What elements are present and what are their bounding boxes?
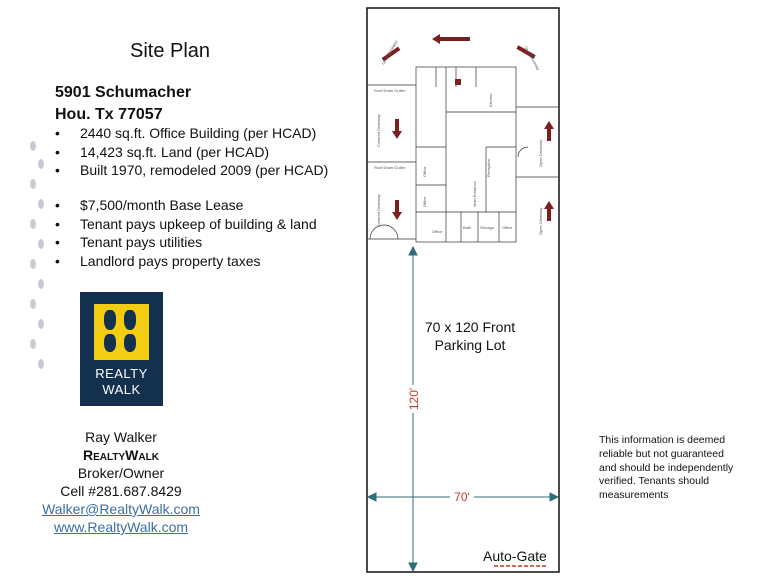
driveway-label-nw: Open Driveway <box>380 39 399 66</box>
contact-brand: RealtyWalk <box>83 447 159 463</box>
contact-block <box>30 428 212 536</box>
room-kitchen: Kitchen <box>488 93 493 107</box>
height-dimension: 120' <box>407 387 421 411</box>
lease-term: • Landlord pays property taxes <box>55 252 317 271</box>
lease-term: • Tenant pays utilities <box>55 233 317 252</box>
address-line-1: 5901 Schumacher <box>55 84 192 101</box>
room-office-2: Office <box>422 196 427 207</box>
roof-drain-label-2: Roof Drain Gutter <box>374 165 406 170</box>
address-line-2: Hou. Tx 77057 <box>55 106 163 123</box>
room-reception: Reception <box>486 158 491 177</box>
room-office-3: Office <box>432 229 443 234</box>
contact-role: Broker/Owner <box>77 465 165 481</box>
logo-text-walk: WALK <box>102 382 141 397</box>
auto-gate-label: Auto-Gate <box>483 548 547 564</box>
room-main-entrance: Main Entrance <box>472 181 477 207</box>
property-fact: • Built 1970, remodeled 2009 (per HCAD) <box>55 161 328 180</box>
room-storage: Storage <box>480 225 495 230</box>
room-office-4: Office <box>502 225 513 230</box>
footprints-icon <box>26 140 48 380</box>
disclaimer-text: This information is deemed reliable but not guaranteed and should be independently verified. Tenants should measurements <box>599 434 734 502</box>
contact-name: Ray Walker <box>85 429 157 445</box>
covered-driveway-label-2: Covered Driveway <box>376 194 381 227</box>
realtywalk-logo <box>80 292 163 406</box>
logo-text-realty: REALTY <box>95 366 148 381</box>
open-driveway-label-1: Open Driveway <box>538 139 543 167</box>
property-fact: • 2440 sq.ft. Office Building (per HCAD) <box>55 124 328 143</box>
lease-terms-list <box>55 196 317 270</box>
room-office-1: Office <box>422 166 427 177</box>
logo-mark <box>94 304 149 360</box>
width-dimension: 70' <box>454 490 470 504</box>
parking-lot-label: 70 x 120 Front Parking Lot <box>424 319 516 353</box>
website-link[interactable]: www.RealtyWalk.com <box>53 519 189 535</box>
lease-term: • Tenant pays upkeep of building & land <box>55 215 317 234</box>
property-facts-list <box>55 124 328 180</box>
room-bath: Bath <box>463 225 472 230</box>
page-title: Site Plan <box>130 40 211 62</box>
lease-term: • $7,500/month Base Lease <box>55 196 317 215</box>
open-driveway-label-2: Open Driveway <box>538 207 543 235</box>
email-link[interactable]: Walker@RealtyWalk.com <box>42 501 200 517</box>
driveway-label-ne: Open Driveway <box>523 45 542 72</box>
property-fact: • 14,423 sq.ft. Land (per HCAD) <box>55 143 328 162</box>
site-plan-drawing <box>366 7 560 573</box>
roof-drain-label-1: Roof Drain Gutter <box>374 88 406 93</box>
covered-driveway-label-1: Covered Driveway <box>376 114 381 147</box>
contact-cell: Cell #281.687.8429 <box>60 483 182 499</box>
